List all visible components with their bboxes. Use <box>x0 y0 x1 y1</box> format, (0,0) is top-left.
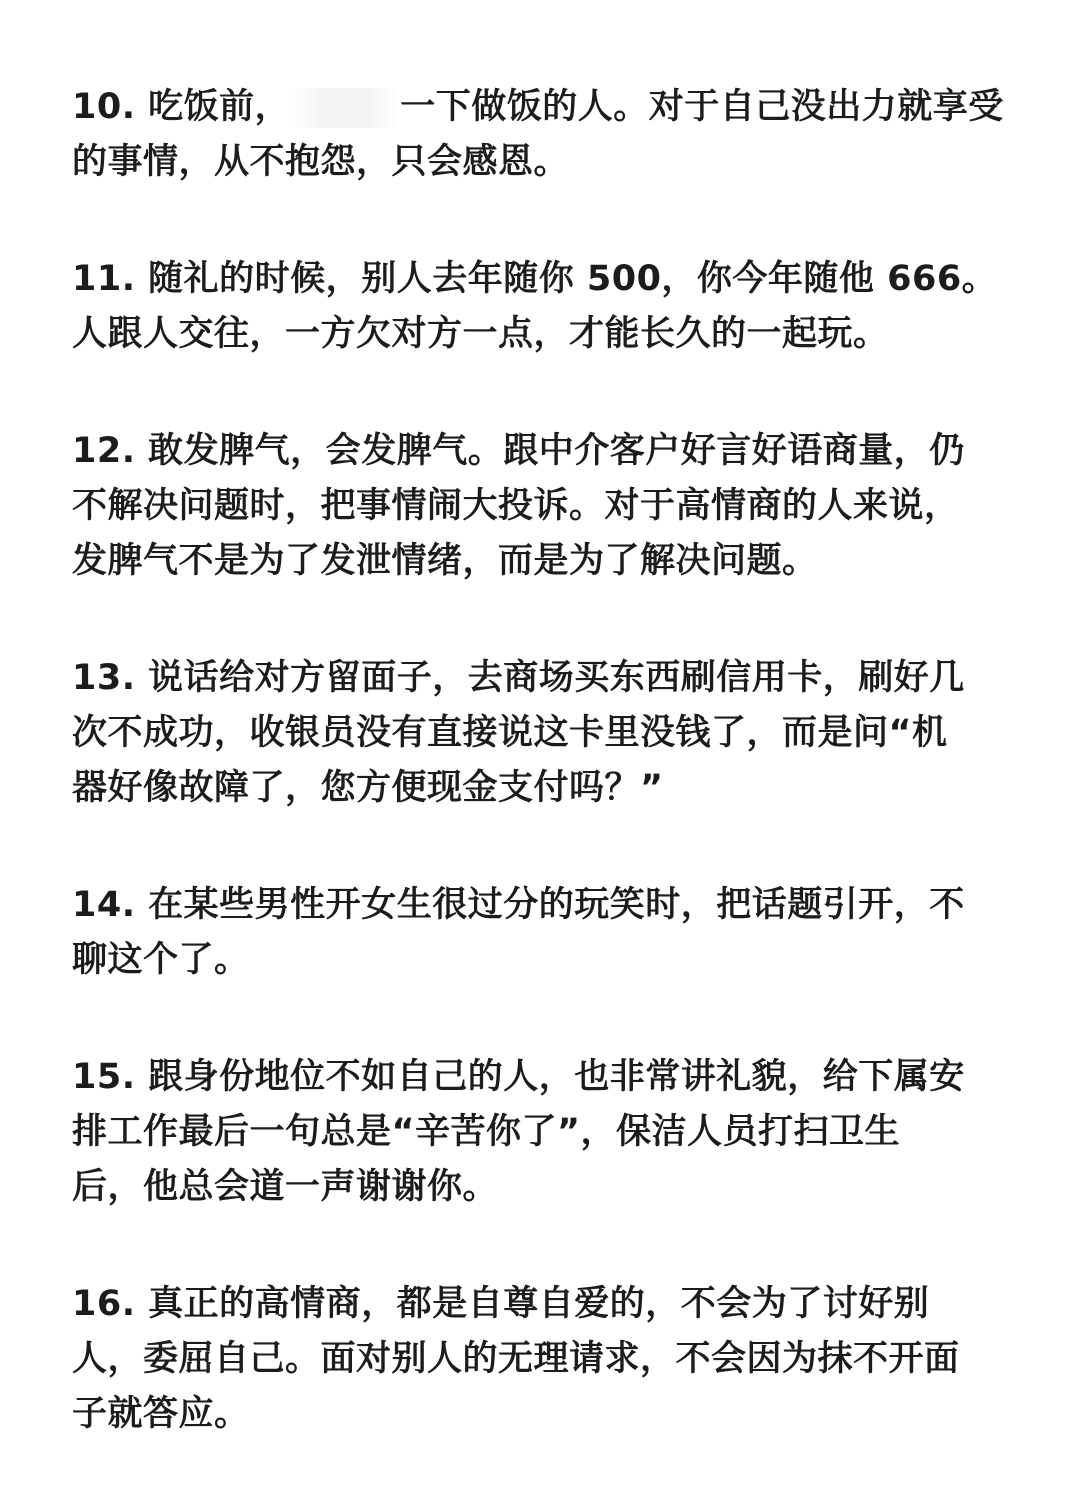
item-line-text: 一下做饭的人。对于自己没出力就享受 <box>400 87 1004 127</box>
blurred-word <box>290 88 400 128</box>
item-line-text: 10. 吃饭前， <box>72 87 291 127</box>
list-item-12 <box>72 424 1012 589</box>
item-line: 15. 跟身份地位不如自己的人，也非常讲礼貌，给下属安 <box>72 1057 965 1097</box>
item-line: 16. 真正的高情商，都是自尊自爱的，不会为了讨好别 <box>72 1284 930 1324</box>
list-item-16 <box>72 1277 1012 1442</box>
item-line: 器好像故障了，您方便现金支付吗？” <box>72 768 664 808</box>
document-body <box>72 80 1012 1504</box>
item-line: 排工作最后一句总是“辛苦你了”，保洁人员打扫卫生 <box>72 1112 901 1152</box>
list-item-10 <box>72 80 1012 190</box>
item-line: 的事情，从不抱怨，只会感恩。 <box>72 142 570 182</box>
item-line: 不解决问题时，把事情闹大投诉。对于高情商的人来说， <box>72 486 960 526</box>
item-line: 14. 在某些男性开女生很过分的玩笑时，把话题引开，不 <box>72 885 965 925</box>
item-line: 13. 说话给对方留面子，去商场买东西刷信用卡，刷好几 <box>72 658 965 698</box>
list-item-14 <box>72 878 1012 988</box>
item-line: 人跟人交往，一方欠对方一点，才能长久的一起玩。 <box>72 314 889 354</box>
item-line <box>72 80 1012 135</box>
item-line: 后，他总会道一声谢谢你。 <box>72 1167 499 1207</box>
item-line: 11. 随礼的时候，别人去年随你 500，你今年随他 666。 <box>72 259 998 299</box>
item-line: 12. 敢发脾气，会发脾气。跟中介客户好言好语商量，仍 <box>72 431 965 471</box>
item-line: 人，委屈自己。面对别人的无理请求，不会因为抹不开面 <box>72 1339 960 1379</box>
item-line: 发脾气不是为了发泄情绪，而是为了解决问题。 <box>72 541 818 581</box>
item-line: 子就答应。 <box>72 1394 250 1434</box>
list-item-15 <box>72 1050 1012 1215</box>
list-item-13 <box>72 651 1012 816</box>
list-item-11 <box>72 252 1012 362</box>
item-line: 聊这个了。 <box>72 940 250 980</box>
item-line: 次不成功，收银员没有直接说这卡里没钱了，而是问“机 <box>72 713 948 753</box>
